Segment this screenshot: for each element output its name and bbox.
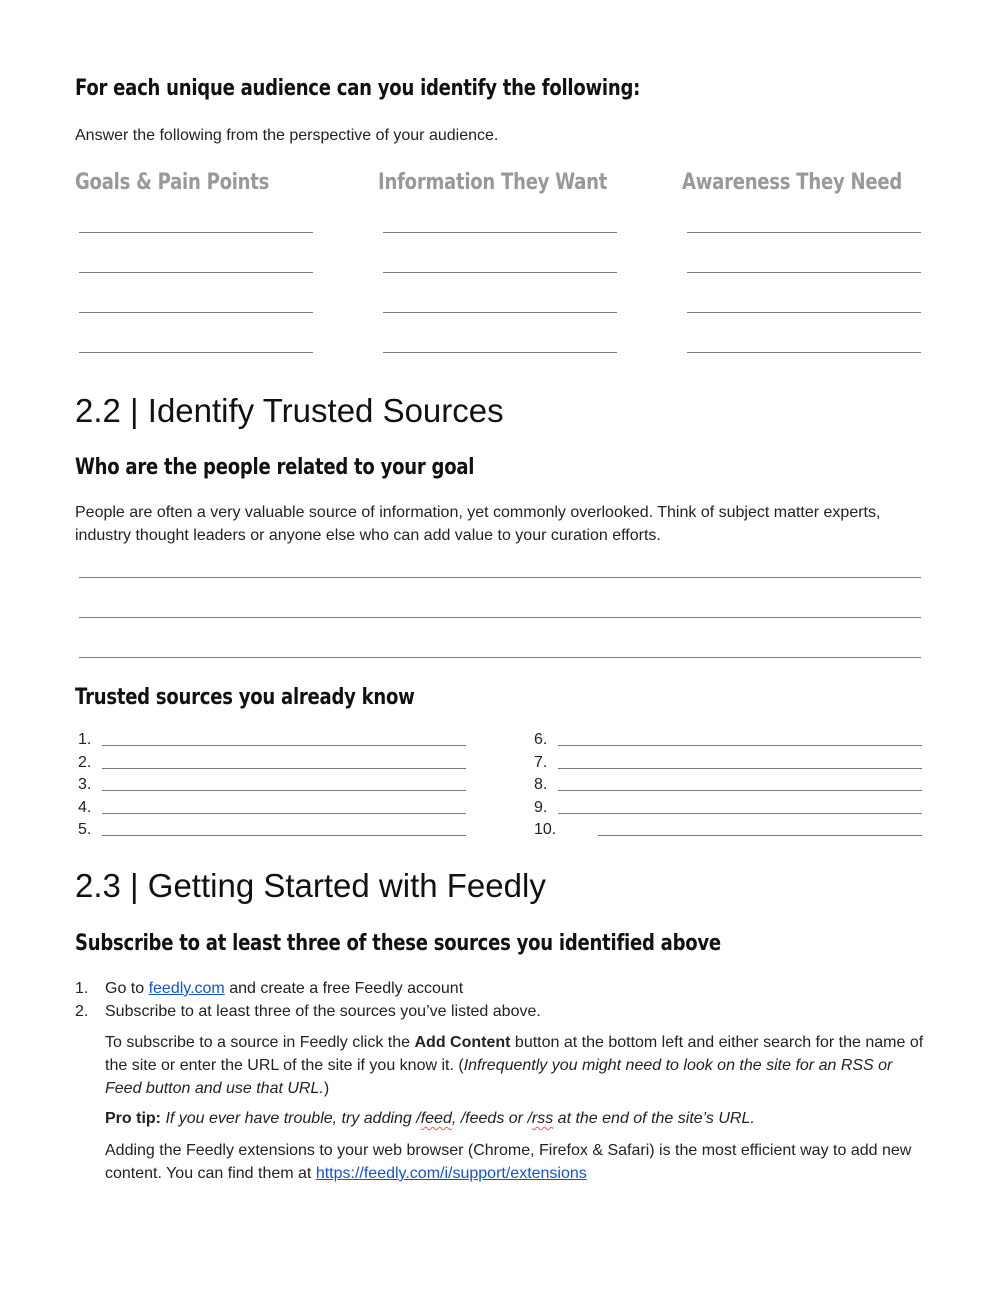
subscribe-heading: Subscribe to at least three of these sources you identified above — [75, 931, 721, 956]
instructions-italic: Infrequently you might need to look on the site for an RSS or Feed button and use that URL. — [105, 1057, 893, 1097]
step-2-text: Subscribe to at least three of the sources you’ve listed above. — [105, 1003, 541, 1020]
source-number: 3. — [78, 776, 92, 793]
people-answer-line[interactable] — [79, 577, 921, 578]
audience-intro: Answer the following from the perspective of your audience. — [75, 127, 499, 144]
source-number: 7. — [534, 754, 548, 771]
pro-tip-rss: rss — [531, 1110, 554, 1127]
extensions-link[interactable]: https://feedly.com/i/support/extensions — [315, 1165, 587, 1182]
step-1-pre: Go to — [105, 980, 149, 997]
source-number: 10. — [534, 821, 557, 838]
step-1-number: 1. — [75, 980, 89, 997]
instructions-text-a: To subscribe to a source in Feedly click the — [105, 1034, 415, 1051]
source-number: 8. — [534, 776, 548, 793]
instructions-text-b: button at the bottom left and either search for the name of the site or enter the URL of the site if you know it. ( — [105, 1034, 924, 1074]
answer-line[interactable] — [687, 352, 921, 353]
answer-line[interactable] — [383, 272, 617, 273]
column-awareness-they-need: Awareness They Need — [682, 170, 903, 195]
audience-heading: For each unique audience can you identify the following: — [75, 76, 641, 101]
answer-line[interactable] — [79, 272, 313, 273]
pro-tip-text-a: If you ever have trouble, try adding / — [161, 1110, 421, 1127]
source-number: 2. — [78, 754, 92, 771]
section-2-3-title: 2.3 | Getting Started with Feedly — [75, 867, 546, 904]
sources-heading: Trusted sources you already know — [75, 685, 415, 710]
step-2-number: 2. — [75, 1003, 89, 1020]
people-answer-line[interactable] — [79, 617, 921, 618]
source-line[interactable] — [102, 813, 466, 814]
step-1-post: and create a free Feedly account — [224, 980, 464, 997]
source-line[interactable] — [102, 790, 466, 791]
add-content-label: Add Content — [414, 1034, 511, 1051]
source-line[interactable] — [558, 790, 922, 791]
feedly-link[interactable]: feedly.com — [148, 980, 225, 997]
source-number: 1. — [78, 731, 92, 748]
pro-tip — [105, 1107, 755, 1130]
source-line[interactable] — [102, 835, 466, 836]
pro-tip-text-b: , /feeds or / — [451, 1110, 532, 1127]
source-number: 9. — [534, 799, 548, 816]
answer-line[interactable] — [383, 352, 617, 353]
section-2-2-title: 2.2 | Identify Trusted Sources — [75, 392, 504, 429]
people-answer-line[interactable] — [79, 657, 921, 658]
answer-line[interactable] — [687, 232, 921, 233]
source-line[interactable] — [558, 768, 922, 769]
people-heading: Who are the people related to your goal — [75, 455, 475, 480]
pro-tip-label: Pro tip: — [105, 1110, 161, 1127]
source-line[interactable] — [558, 745, 922, 746]
answer-line[interactable] — [79, 232, 313, 233]
source-line[interactable] — [102, 745, 466, 746]
column-goals-pain-points: Goals & Pain Points — [75, 170, 270, 195]
extensions-text: Adding the Feedly extensions to your web browser (Chrome, Firefox & Safari) is the most efficient way to add new content. You can find them at — [105, 1142, 912, 1182]
pro-tip-text-c: at the end of the site’s URL. — [553, 1110, 755, 1127]
answer-line[interactable] — [687, 312, 921, 313]
answer-line[interactable] — [383, 232, 617, 233]
source-number: 4. — [78, 799, 92, 816]
pro-tip-feed: feed — [420, 1110, 452, 1127]
source-number: 6. — [534, 731, 548, 748]
people-text: People are often a very valuable source of information, yet commonly overlooked. Think of subject matter experts, industry thought leaders or anyone else who can add value to your curation efforts. — [75, 504, 881, 544]
source-number: 5. — [78, 821, 92, 838]
extensions-paragraph — [105, 1139, 925, 1185]
instructions-text-c: ) — [323, 1080, 330, 1097]
answer-line[interactable] — [79, 312, 313, 313]
source-line[interactable] — [598, 835, 922, 836]
source-line[interactable] — [102, 768, 466, 769]
source-line[interactable] — [558, 813, 922, 814]
step-1 — [105, 977, 463, 1000]
column-information-they-want: Information They Want — [378, 170, 608, 195]
answer-line[interactable] — [383, 312, 617, 313]
answer-line[interactable] — [687, 272, 921, 273]
answer-line[interactable] — [79, 352, 313, 353]
subscribe-instructions — [105, 1031, 925, 1100]
